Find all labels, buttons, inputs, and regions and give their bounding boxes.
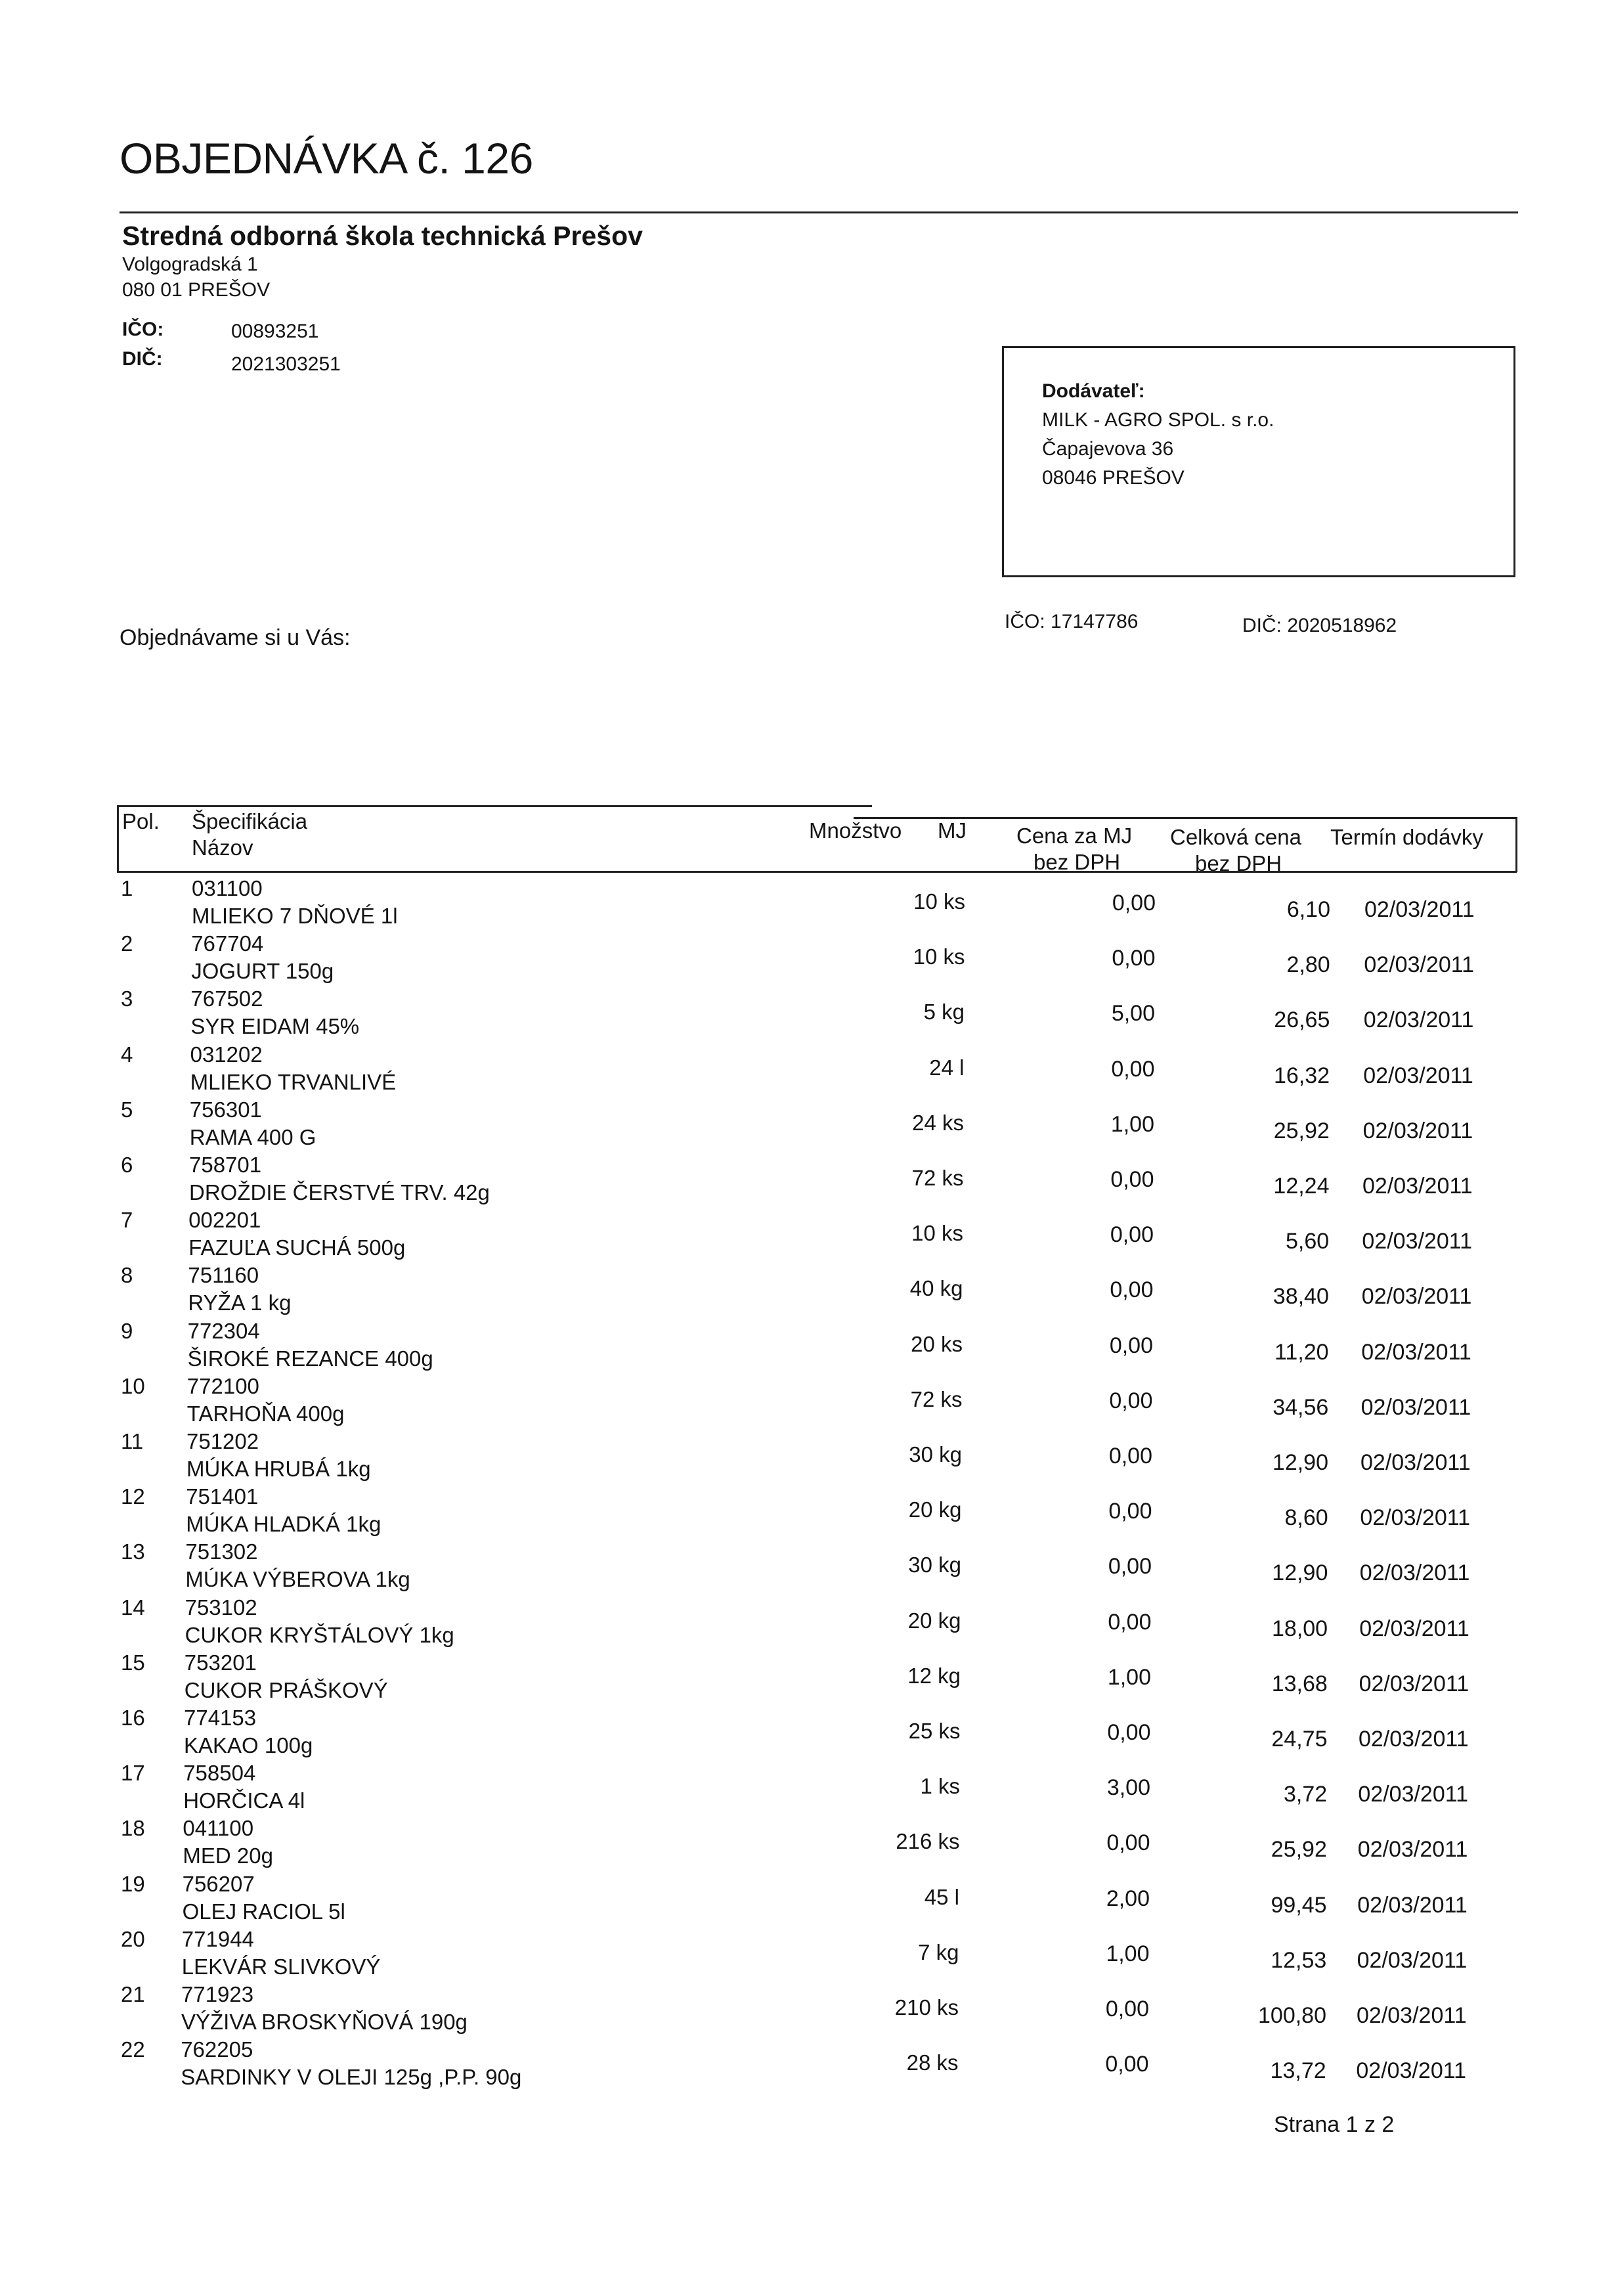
row-pol: 10 — [121, 1373, 145, 1398]
row-name: JOGURT 150g — [191, 959, 334, 984]
buyer-name: Stredná odborná škola technická Prešov — [122, 221, 643, 251]
row-pol: 12 — [121, 1484, 145, 1509]
row-price: 0,00 — [1109, 1333, 1153, 1358]
col-header-termin: Termín dodávky — [1330, 825, 1483, 849]
table-header-right-edge — [1515, 817, 1517, 872]
row-name: CUKOR PRÁŠKOVÝ — [184, 1677, 388, 1702]
row-qty: 12 kg — [907, 1663, 961, 1688]
col-header-mnozstvo: Množstvo — [809, 818, 902, 843]
col-header-cena-mj-sub: bez DPH — [1033, 850, 1121, 874]
row-total: 100,80 — [1258, 2003, 1326, 2028]
supplier-heading: Dodávateľ: — [1042, 380, 1145, 402]
row-total: 25,92 — [1271, 1837, 1327, 1863]
row-price: 5,00 — [1111, 1001, 1155, 1027]
row-pol: 8 — [121, 1263, 133, 1288]
row-date: 02/03/2011 — [1360, 1394, 1471, 1420]
row-code: 751401 — [186, 1484, 259, 1509]
row-name: MÚKA HRUBÁ 1kg — [186, 1457, 371, 1481]
buyer-street: Volgogradská 1 — [122, 254, 258, 275]
row-code: 767502 — [190, 986, 263, 1011]
row-price: 0,00 — [1111, 1056, 1155, 1082]
row-pol: 4 — [121, 1042, 133, 1067]
row-total: 3,72 — [1284, 1782, 1328, 1807]
supplier-dic: DIČ: 2020518962 — [1242, 615, 1397, 636]
row-total: 12,90 — [1272, 1560, 1328, 1586]
row-pol: 19 — [121, 1871, 145, 1896]
row-pol: 18 — [121, 1816, 145, 1841]
row-date: 02/03/2011 — [1362, 1118, 1473, 1143]
row-price: 1,00 — [1106, 1941, 1150, 1966]
row-total: 38,40 — [1273, 1284, 1329, 1310]
row-pol: 6 — [121, 1153, 133, 1177]
row-qty: 30 kg — [909, 1442, 962, 1467]
row-pol: 7 — [121, 1208, 133, 1233]
row-total: 34,56 — [1273, 1394, 1329, 1420]
row-name: ŠIROKÉ REZANCE 400g — [187, 1346, 433, 1371]
row-qty: 7 kg — [918, 1939, 959, 1964]
row-pol: 14 — [121, 1595, 145, 1620]
row-name: OLEJ RACIOL 5l — [182, 1899, 345, 1924]
row-code: 753102 — [185, 1595, 257, 1620]
row-name: SYR EIDAM 45% — [190, 1014, 360, 1039]
row-date: 02/03/2011 — [1361, 1339, 1471, 1365]
row-qty: 10 ks — [913, 944, 965, 969]
row-name: MLIEKO 7 DŇOVÉ 1l — [192, 904, 398, 928]
row-pol: 2 — [121, 931, 133, 956]
row-total: 99,45 — [1271, 1892, 1327, 1918]
row-price: 0,00 — [1112, 946, 1156, 971]
row-total: 24,75 — [1271, 1727, 1328, 1752]
row-code: 758701 — [189, 1153, 262, 1177]
row-total: 2,80 — [1286, 952, 1330, 978]
row-price: 0,00 — [1108, 1444, 1152, 1468]
col-header-mj: MJ — [938, 818, 967, 843]
row-pol: 22 — [121, 2037, 145, 2062]
row-name: FAZUĽA SUCHÁ 500g — [188, 1235, 406, 1260]
row-qty: 20 ks — [911, 1331, 963, 1356]
row-total: 5,60 — [1286, 1229, 1330, 1254]
row-total: 8,60 — [1284, 1505, 1328, 1531]
row-total: 12,90 — [1272, 1450, 1328, 1475]
row-name: SARDINKY V OLEJI 125g ,P.P. 90g — [181, 2065, 522, 2090]
row-name: DROŽDIE ČERSTVÉ TRV. 42g — [189, 1180, 490, 1204]
row-pol: 21 — [121, 1982, 145, 2006]
row-qty: 10 ks — [911, 1221, 963, 1246]
row-price: 1,00 — [1107, 1664, 1151, 1690]
row-qty: 5 kg — [923, 1000, 965, 1025]
row-price: 0,00 — [1110, 1277, 1154, 1303]
row-code: 751302 — [185, 1539, 258, 1564]
buyer-dic: 2021303251 — [231, 353, 341, 375]
row-pol: 5 — [121, 1097, 133, 1122]
row-price: 0,00 — [1107, 1720, 1151, 1745]
row-qty: 30 kg — [908, 1553, 961, 1578]
row-qty: 20 kg — [908, 1497, 962, 1522]
col-header-pol: Pol. — [122, 809, 160, 833]
row-date: 02/03/2011 — [1357, 1837, 1468, 1863]
row-price: 0,00 — [1105, 1997, 1149, 2021]
col-header-nazov: Názov — [192, 835, 253, 860]
row-qty: 72 ks — [910, 1386, 963, 1411]
row-pol: 3 — [121, 986, 133, 1011]
row-qty: 210 ks — [894, 1995, 959, 2020]
row-code: 756207 — [182, 1871, 255, 1896]
row-name: MLIEKO TRVANLIVÉ — [190, 1069, 397, 1094]
row-date: 02/03/2011 — [1359, 1560, 1470, 1586]
row-date: 02/03/2011 — [1360, 1450, 1471, 1475]
row-name: KAKAO 100g — [184, 1733, 313, 1757]
row-date: 02/03/2011 — [1359, 1671, 1469, 1696]
supplier-street: Čapajevova 36 — [1042, 438, 1174, 460]
row-date: 02/03/2011 — [1363, 1063, 1473, 1088]
row-price: 0,00 — [1110, 1167, 1154, 1192]
row-code: 762205 — [181, 2037, 253, 2062]
row-date: 02/03/2011 — [1364, 952, 1475, 978]
supplier-name: MILK - AGRO SPOL. s r.o. — [1042, 409, 1274, 431]
row-total: 11,20 — [1274, 1339, 1329, 1365]
row-name: MED 20g — [183, 1843, 273, 1868]
col-header-cena-mj: Cena za MJ — [1016, 824, 1133, 848]
buyer-dic-label: DIČ: — [122, 348, 163, 370]
row-qty: 24 l — [929, 1055, 965, 1080]
row-date: 02/03/2011 — [1357, 2003, 1467, 2028]
row-qty: 40 kg — [909, 1276, 963, 1301]
row-code: 756301 — [189, 1097, 262, 1122]
supplier-box — [1002, 346, 1515, 577]
row-pol: 20 — [121, 1926, 145, 1951]
row-date: 02/03/2011 — [1357, 1892, 1468, 1918]
row-name: MÚKA VÝBEROVA 1kg — [185, 1567, 410, 1592]
row-code: 758504 — [183, 1761, 256, 1786]
row-price: 0,00 — [1105, 2052, 1149, 2077]
row-qty: 28 ks — [906, 2050, 959, 2075]
row-pol: 11 — [121, 1429, 144, 1453]
row-qty: 1 ks — [920, 1774, 960, 1799]
row-price: 3,00 — [1106, 1775, 1150, 1801]
row-name: RYŽA 1 kg — [188, 1291, 292, 1315]
table-header-bottom-rule — [117, 871, 1517, 873]
order-intro: Objednávame si u Vás: — [120, 625, 351, 650]
row-date: 02/03/2011 — [1359, 1727, 1469, 1752]
row-total: 26,65 — [1274, 1007, 1330, 1033]
row-total: 6,10 — [1286, 897, 1330, 922]
row-price: 0,00 — [1112, 891, 1156, 916]
row-code: 751202 — [186, 1429, 259, 1453]
row-price: 0,00 — [1108, 1609, 1152, 1635]
document-title: OBJEDNÁVKA č. 126 — [120, 134, 533, 183]
row-total: 12,24 — [1273, 1174, 1330, 1199]
row-code: 002201 — [188, 1208, 261, 1233]
row-price: 1,00 — [1110, 1111, 1154, 1137]
supplier-ico: IČO: 17147786 — [1005, 611, 1139, 632]
row-code: 772304 — [187, 1318, 260, 1343]
row-price: 0,00 — [1110, 1222, 1154, 1248]
row-code: 771944 — [181, 1926, 254, 1951]
buyer-city: 080 01 PREŠOV — [122, 279, 271, 301]
row-date: 02/03/2011 — [1363, 1007, 1474, 1033]
row-name: CUKOR KRYŠTÁLOVÝ 1kg — [185, 1622, 454, 1647]
row-date: 02/03/2011 — [1356, 2058, 1467, 2084]
row-pol: 9 — [121, 1318, 133, 1343]
title-divider — [120, 211, 1518, 213]
row-date: 02/03/2011 — [1357, 1947, 1468, 1973]
row-total: 12,53 — [1271, 1947, 1327, 1973]
row-date: 02/03/2011 — [1362, 1229, 1473, 1254]
row-pol: 1 — [121, 876, 133, 900]
row-name: HORČICA 4l — [183, 1788, 305, 1813]
row-date: 02/03/2011 — [1362, 1174, 1473, 1199]
row-code: 772100 — [186, 1373, 259, 1398]
row-qty: 216 ks — [896, 1829, 960, 1854]
supplier-city: 08046 PREŠOV — [1042, 467, 1185, 489]
row-total: 13,72 — [1270, 2058, 1326, 2084]
row-total: 25,92 — [1273, 1118, 1330, 1143]
row-total: 18,00 — [1272, 1616, 1328, 1641]
row-pol: 17 — [121, 1761, 145, 1786]
row-qty: 45 l — [924, 1884, 959, 1909]
row-price: 0,00 — [1109, 1388, 1153, 1413]
row-code: 031202 — [190, 1042, 263, 1067]
row-total: 13,68 — [1271, 1671, 1328, 1696]
row-qty: 25 ks — [908, 1719, 961, 1743]
row-name: VÝŽIVA BROSKYŇOVÁ 190g — [181, 2010, 468, 2034]
row-date: 02/03/2011 — [1358, 1782, 1469, 1807]
row-pol: 16 — [121, 1706, 145, 1730]
row-code: 753201 — [184, 1650, 257, 1675]
row-qty: 24 ks — [912, 1110, 964, 1135]
row-date: 02/03/2011 — [1364, 897, 1475, 922]
row-price: 2,00 — [1106, 1886, 1150, 1911]
row-code: 774153 — [184, 1706, 257, 1730]
row-code: 771923 — [181, 1982, 254, 2006]
row-date: 02/03/2011 — [1359, 1616, 1469, 1641]
col-header-spec: Špecifikácia — [192, 809, 308, 833]
row-name: TARHOŇA 400g — [186, 1401, 345, 1426]
row-total: 16,32 — [1274, 1063, 1330, 1088]
page-number: Strana 1 z 2 — [1274, 2112, 1395, 2137]
row-qty: 10 ks — [913, 889, 965, 914]
col-header-celkova-sub: bez DPH — [1195, 851, 1282, 875]
row-price: 0,00 — [1108, 1554, 1152, 1579]
row-pol: 15 — [121, 1650, 145, 1675]
row-pol: 13 — [121, 1539, 145, 1564]
row-code: 041100 — [183, 1816, 254, 1841]
row-code: 751160 — [188, 1263, 259, 1288]
buyer-ico-label: IČO: — [122, 319, 164, 340]
row-name: LEKVÁR SLIVKOVÝ — [181, 1954, 381, 1979]
buyer-ico: 00893251 — [231, 320, 319, 342]
row-name: RAMA 400 G — [189, 1124, 316, 1149]
col-header-celkova: Celková cena — [1170, 825, 1301, 849]
row-date: 02/03/2011 — [1360, 1505, 1471, 1531]
row-qty: 20 kg — [907, 1608, 961, 1633]
row-qty: 72 ks — [911, 1166, 964, 1190]
row-price: 0,00 — [1106, 1830, 1150, 1856]
row-name: MÚKA HLADKÁ 1kg — [186, 1512, 381, 1537]
row-code: 031100 — [192, 876, 263, 900]
row-date: 02/03/2011 — [1361, 1284, 1472, 1310]
row-price: 0,00 — [1108, 1499, 1152, 1524]
row-code: 767704 — [191, 931, 264, 956]
